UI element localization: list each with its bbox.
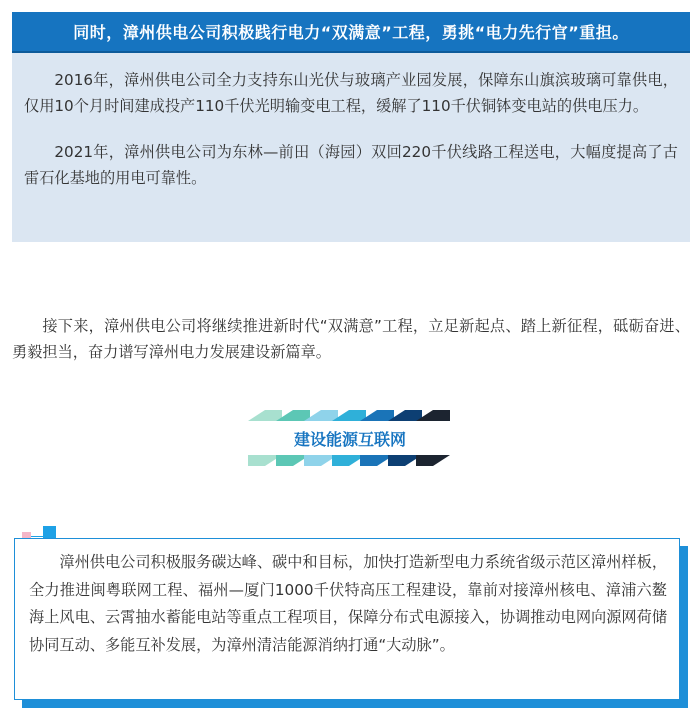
band-segment <box>416 455 450 466</box>
section-title-box <box>248 421 452 455</box>
connector-line-decoration <box>31 536 43 537</box>
section-title: 建设能源互联网 <box>293 429 406 449</box>
box-shadow-right <box>680 546 688 708</box>
band-segment <box>248 410 282 421</box>
bottom-content-box <box>14 538 680 700</box>
box-shadow-bottom <box>22 700 688 708</box>
bottom-decor-band <box>248 455 452 466</box>
info-block <box>12 53 690 242</box>
section-title-graphic <box>248 410 452 466</box>
middle-paragraph: 接下来，漳州供电公司将继续推进新时代“双满意”工程，立足新起点、踏上新征程，砥砺奋进、勇毅担当，奋力谱写漳州电力发展建设新篇章。 <box>12 317 690 361</box>
header-title: 同时，漳州供电公司积极践行电力“双满意”工程，勇挑“电力先行官”重担。 <box>73 23 629 42</box>
info-paragraph-2: 2021年，漳州供电公司为东林—前田（海园）双回220千伏线路工程送电，大幅度提高了古雷石化基地的用电可靠性。 <box>24 143 678 187</box>
info-paragraph-1: 2016年，漳州供电公司全力支持东山光伏与玻璃产业园发展，保障东山旗滨玻璃可靠供电，仅用10个月时间建成投产110千伏光明输变电工程，缓解了110千伏铜钵变电站的供电压力。 <box>24 71 678 115</box>
bottom-paragraph: 漳州供电公司积极服务碳达峰、碳中和目标，加快打造新型电力系统省级示范区漳州样板，全力推进闽粤联网工程、福州—厦门1000千伏特高压工程建设，靠前对接漳州核电、漳浦六鳌海上风电、云霄抽水蓄能电站等重点工程项目，保障分布式电源接入，协调推动电网向源网荷储协同互动、多能互补发展，为漳州清洁能源消纳打通“大动脉”。 <box>29 553 667 654</box>
header-banner <box>12 12 690 53</box>
middle-section <box>12 313 690 365</box>
top-decor-band <box>248 410 452 421</box>
